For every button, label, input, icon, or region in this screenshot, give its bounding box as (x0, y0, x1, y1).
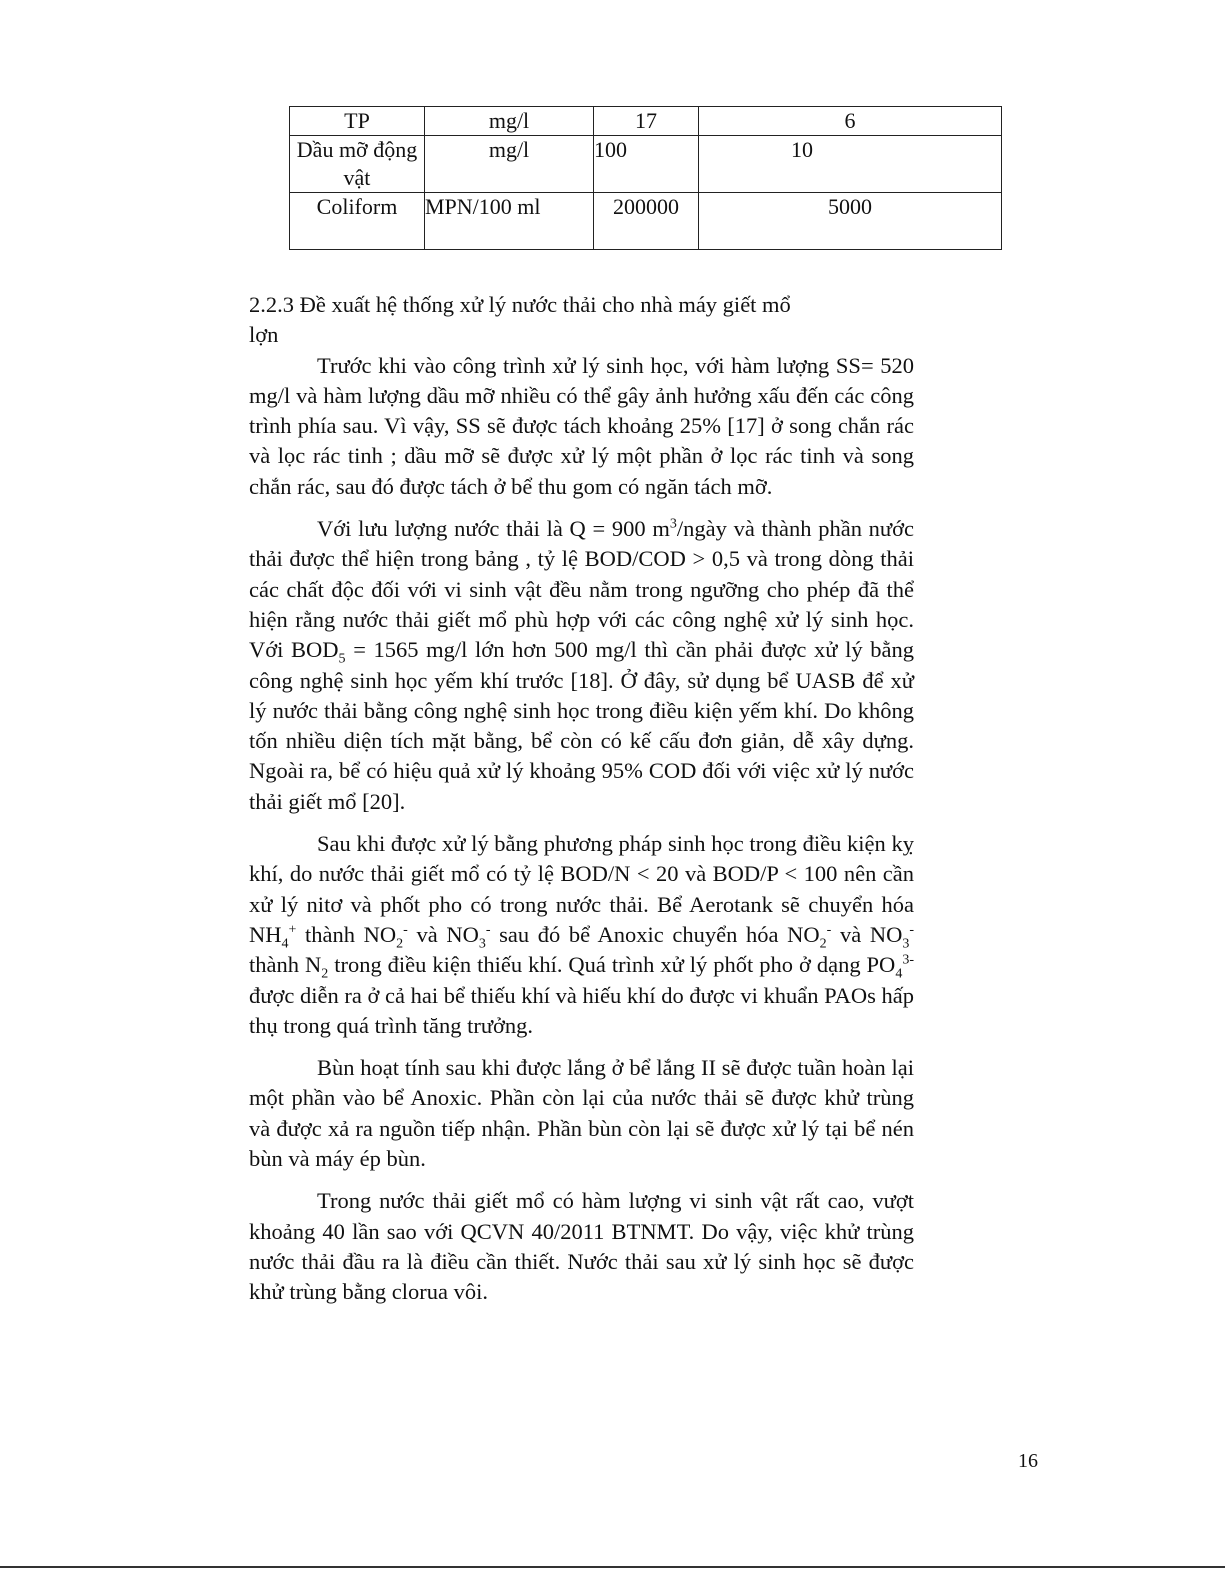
unit-cell: mg/l (425, 136, 594, 193)
superscript: 3 (669, 516, 677, 532)
bottom-divider (0, 1566, 1225, 1568)
text-run: /ngày và thành phần nước thải được thể hiện trong bảng , tỷ lệ BOD/COD > 0,5 và trong dòng thải các chất độc đối với vi sinh vật đều nằm trong ngưỡng cho phép đã thể hiện rằng nước thải giết mổ phù hợp với các công nghệ xử lý sinh học. Với BOD (249, 516, 915, 663)
subscript: 2 (321, 966, 329, 982)
unit-cell: MPN/100 ml (425, 193, 594, 250)
text-run: trong điều kiện thiếu khí. Quá trình xử lý phốt pho ở dạng PO (328, 952, 896, 978)
param-cell: TP (290, 107, 425, 136)
parameters-table (289, 106, 1002, 250)
page-number: 16 (1018, 1450, 1038, 1472)
input-value-cell: 100 (594, 136, 699, 193)
param-cell: Coliform (290, 193, 425, 250)
paragraph-nitrogen-phosphorus (249, 829, 914, 1041)
text-run: và NO (831, 921, 903, 947)
text-run: sau đó bể Anoxic chuyển hóa NO (490, 921, 820, 947)
text-run: được diễn ra ở cả hai bể thiếu khí và hiếu khí do được vi khuẩn PAOs hấp thụ trong quá trình tăng trưởng. (249, 982, 914, 1038)
limit-value-cell: 10 (699, 136, 1002, 193)
subscript: 3 (478, 936, 486, 952)
subscript: 2 (819, 936, 827, 952)
text-run: Sau khi được xử lý bằng phương pháp sinh học trong điều kiện kỵ khí, do nước thải giết mổ có tỷ lệ BOD/N < 20 và BOD/P < 100 nên cần xử lý nitơ và phốt pho có trong nước thải. Bể Aerotank sẽ chuyển hóa NH (249, 831, 914, 947)
paragraph-sludge: Bùn hoạt tính sau khi được lắng ở bể lắng II sẽ được tuần hoàn lại một phần vào bể Anoxic. Phần còn lại của nước thải sẽ được khử trùng và được xả ra nguồn tiếp nhận. Phần bùn còn lại sẽ được xử lý tại bể nén bùn và máy ép bùn. (249, 1055, 914, 1172)
unit-cell: mg/l (425, 107, 594, 136)
subscript: 3 (902, 936, 910, 952)
subscript: 4 (281, 936, 289, 952)
table-row (290, 107, 1002, 136)
text-run: = 1565 mg/l lớn hơn 500 mg/l thì cần phải được xử lý bằng công nghệ sinh học yếm khí trước [18]. Ở đây, sử dụng bể UASB để xử lý nước thải bằng công nghệ sinh học trong điều kiện yếm khí. Do không tốn nhiều diện tích mặt bằng, bể còn có kế cấu đơn giản, dễ xây dựng. Ngoài ra, bể có hiệu quả xử lý khoảng 95% COD đối với việc xử lý nước thải giết mổ [20]. (249, 637, 914, 814)
text-run: và NO (407, 921, 479, 947)
text-run: thành NO (296, 921, 397, 947)
superscript: - (826, 922, 832, 938)
superscript: 3- (902, 952, 914, 968)
superscript: - (403, 922, 408, 938)
text-run: thành N (249, 952, 322, 978)
subscript: 4 (895, 966, 903, 982)
section-heading: 2.2.3 Đề xuất hệ thống xử lý nước thải cho nhà máy giết mổ lợn (249, 292, 791, 348)
table-row (290, 193, 1002, 250)
subscript: 2 (396, 936, 404, 952)
limit-value-cell: 6 (699, 107, 1002, 136)
subscript: 5 (338, 651, 346, 667)
text-run: Với lưu lượng nước thải là Q = 900 m (317, 516, 670, 542)
table-row (290, 136, 1002, 193)
superscript: - (909, 922, 915, 938)
superscript: + (288, 922, 297, 938)
paragraph-disinfection: Trong nước thải giết mổ có hàm lượng vi sinh vật rất cao, vượt khoảng 40 lần sao với QCVN 40/2011 BTNMT. Do vậy, việc khử trùng nước thải đầu ra là điều cần thiết. Nước thải sau xử lý sinh học sẽ được khử trùng bằng clorua vôi. (249, 1188, 914, 1305)
input-value-cell: 17 (594, 107, 699, 136)
input-value-cell: 200000 (594, 193, 699, 250)
paragraph-uasb (249, 514, 914, 817)
param-cell: Dầu mỡ động vật (290, 136, 425, 193)
body-text (249, 290, 914, 1320)
limit-value-cell: 5000 (699, 193, 1002, 250)
paragraph-pretreatment: Trước khi vào công trình xử lý sinh học, với hàm lượng SS= 520 mg/l và hàm lượng dầu mỡ nhiều có thể gây ảnh hưởng xấu đến các công trình phía sau. Vì vậy, SS sẽ được tách khoảng 25% [17] ở song chắn rác và lọc rác tinh ; dầu mỡ sẽ được xử lý một phần ở lọc rác tinh và song chắn rác, sau đó được tách ở bể thu gom có ngăn tách mỡ. (249, 352, 914, 499)
superscript: - (485, 922, 491, 938)
